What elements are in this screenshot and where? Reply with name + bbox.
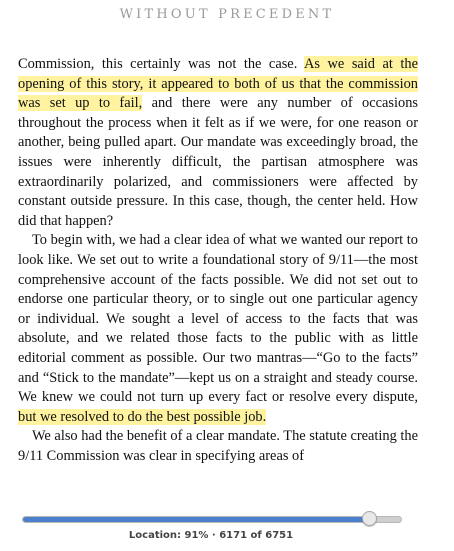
progress-thumb[interactable] [362, 511, 377, 526]
highlighted-passage[interactable]: but we resolved to do the best possible job. [18, 408, 267, 425]
text-segment: and there were any number of occasions throughout the process when it felt as if we were, for one reason or another, being pulled apart. Our mandate was exceedingly broad, the issues were inherently difficult, the partisan atmosphere was extraordinarily polarized, and commissioners were affected by constant outside pressure. In this case, though, the center held. How did that happen? [18, 95, 418, 229]
paragraph-3 [18, 427, 418, 466]
reading-progress-slider[interactable] [22, 512, 402, 526]
location-indicator: Location: 91% · 6171 of 6751 [128, 530, 294, 541]
highlighted-passage[interactable]: As we said at the opening of this story, it appeared to both of us that the commission was set up to fail, [18, 56, 418, 112]
progress-fill [23, 517, 370, 522]
text-segment: To begin with, we had a clear idea of what we wanted our report to look like. We set out to write a foundational story of 9/11—the most comprehensive account of the facts possible. We did not set out to endorse one particular theory, or to single out one particular agency or individual. We sought a level of access to the facts that was absolute, and we related those facts to the public with as little editorial comment as possible. Our two mantras—“Go to the facts” and “Stick to the mandate”—kept us on a straight and steady course. We knew we could not turn up every fact or resolve every dispute, [18, 232, 418, 406]
progress-track[interactable] [22, 516, 402, 523]
paragraph-2 [18, 231, 418, 427]
text-segment: We also had the benefit of a clear mandate. The statute creating the 9/11 Commission was clear in specifying areas of [18, 428, 418, 464]
text-segment: Commission, this certainly was not the case. [18, 56, 305, 72]
book-text [18, 55, 418, 466]
running-head: WITHOUT PRECEDENT [119, 7, 335, 22]
paragraph-1 [18, 55, 418, 231]
